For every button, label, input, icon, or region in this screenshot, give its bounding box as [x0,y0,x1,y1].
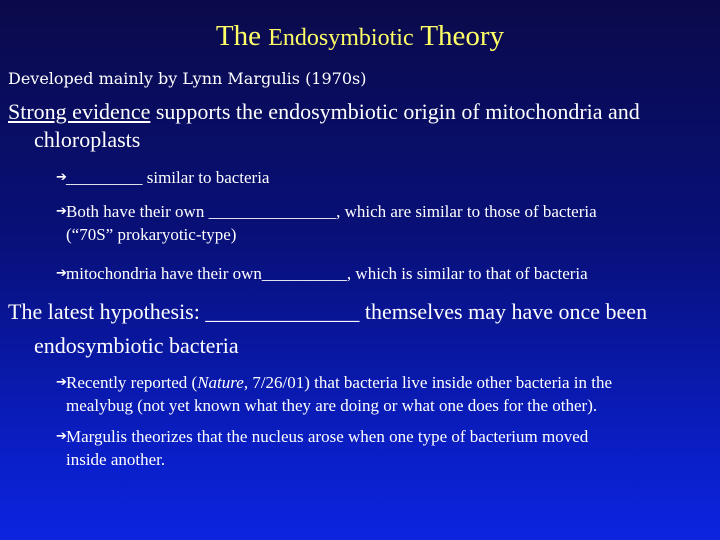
bullet-text-line2: (“70S” prokaryotic-type) [66,225,237,244]
bullet-text [66,371,711,394]
bullet-nucleus [56,425,711,471]
arrow-icon: ➔ [56,204,67,219]
title-word-theory: Theory [420,20,505,52]
bullet-text-post: , 7/26/01) that bacteria live inside other bacteria in the [243,373,613,392]
hypothesis-continuation: endosymbiotic bacteria [34,333,239,358]
title-word-endosymbiotic: Endosymbiotic [268,25,414,51]
evidence-continuation: chloroplasts [34,127,141,152]
arrow-icon: ➔ [56,375,67,390]
bullet-ribosomes [56,200,711,246]
title-word-the: The [215,20,262,52]
slide-title [0,18,720,56]
arrow-icon: ➔ [56,170,67,185]
evidence-paragraph [8,98,708,154]
evidence-rest-text: supports the endosymbiotic origin of mitochondria and [150,99,640,124]
hypothesis-paragraph [8,298,713,360]
bullet-dna [56,262,711,285]
bullet-text: _________ similar to bacteria [66,168,270,187]
bullet-mealybug [56,371,711,417]
arrow-icon: ➔ [56,429,67,444]
bullet-text-pre: Recently reported ( [66,373,198,392]
arrow-icon: ➔ [56,266,67,281]
nature-journal-text: Nature [197,373,244,392]
bullet-text-line2: mealybug (not yet known what they are doing or what one does for the other). [66,396,598,415]
hypothesis-line1: The latest hypothesis: ______________ themselves may have once been [8,299,648,324]
bullet-text: Margulis theorizes that the nucleus arose when one type of bacterium moved [66,427,589,446]
bullet-text: Both have their own _______________, which are similar to those of bacteria [66,202,597,221]
bullet-text-line2: inside another. [66,450,166,469]
strong-evidence-text: Strong evidence [8,99,151,124]
bullet-similar-to-bacteria [56,166,711,189]
bullet-text: mitochondria have their own__________, which is similar to that of bacteria [66,264,588,283]
subtitle: Developed mainly by Lynn Margulis (1970s) [8,69,367,88]
